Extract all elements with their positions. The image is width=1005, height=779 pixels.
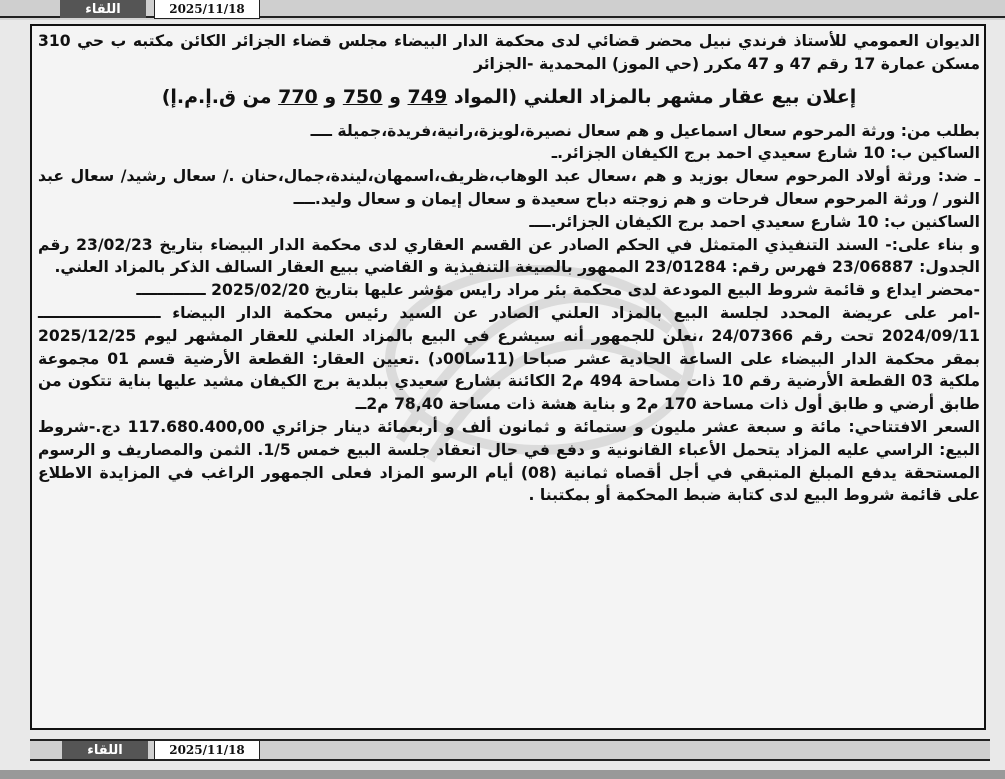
- footer-section-label: اللقاء: [62, 741, 148, 759]
- requested-by: بطلب من: ورثة المرحوم سعال اسماعيل و هم سعال نصيرة،لويزة،رانية،فريدة،جميلة ــــ: [310, 121, 980, 140]
- notice-body: [38, 30, 980, 728]
- title-suffix: من ق.إ.م.إ): [161, 85, 279, 108]
- bottom-edge: [0, 770, 1005, 779]
- court-order: -امر على عريضة المحدد لجلسة البيع بالمزاد العلني الصادر عن السيد رئيس محكمة الدار البيضاء ـــــــــــــــــــــــ 2024/09/11 تحت رقم 24/07366 ،نعلن للجمهور أنه سيشرع في البيع بالمزاد العلني للعقار المشهر ليوم 2025/12/25 بمقر محكمة الدار البيضاء على الساعة الحادية عشر صباحا (11سا00د) .تعيين العقار: القطعة الأرضية قسم 01 مجموعة ملكية 03 القطعة الأرضية رقم 10 ذات مساحة 494 م2 الكائنة بشارع سعيدي ببلدية برج الكيفان مشيد عليها بناية تتكون من طابق أرضي و طابق أول ذات مساحة 170 م2 و بناية هشة ذات مساحة 78,40 م2ــ: [38, 303, 980, 414]
- article-750: 750: [342, 85, 383, 108]
- header-date: 2025/11/18: [154, 0, 260, 19]
- title-prefix: إعلان بيع عقار مشهر بالمزاد العلني (المواد: [447, 85, 857, 108]
- footer-date: 2025/11/18: [154, 740, 260, 760]
- title-sep-1: و: [382, 85, 408, 108]
- article-770: 770: [278, 85, 318, 108]
- office-address: الديوان العمومي للأستاذ فرندي نبيل محضر قضائي لدى محكمة الدار البيضاء مجلس قضاء الجزائر الكائن مكتبه ب حي 310 مسكن عمارة 17 رقم 47 و 47 مكرر (حي الموز) المحمدية -الجزائر: [38, 32, 980, 73]
- residing-2: الساكنين ب: 10 شارع سعيدي احمد برج الكيفان الجزائر.ــــ: [529, 212, 980, 231]
- deposit-record: -محضر ايداع و قائمة شروط البيع المودعة لدى محكمة بئر مراد رايس مؤشر عليها بتاريخ 2025/02/20 ـــــــــــــ: [136, 281, 980, 300]
- article-749: 749: [407, 85, 448, 108]
- notice-title: [38, 84, 980, 110]
- based-on: و بناء على:- السند التنفيذي المتمثل في الحكم الصادر عن القسم العقاري لدى محكمة الدار البيضاء بتاريخ 23/02/23 رقم الجدول: 23/06887 فهرس رقم: 23/01284 الممهور بالصيغة التنفيذية و القاضي ببيع العقار السالف الذكر بالمزاد العلني.: [38, 235, 980, 277]
- title-sep-2: و: [317, 85, 343, 108]
- opening-price: السعر الافتتاحي: مائة و سبعة عشر مليون و ستمائة و ثمانون ألف و أربعمائة دينار جزائري 117.680.400,00 دج.-شروط البيع: الراسي عليه المزاد يتحمل الأعباء القانونية و دفع في حال انعقاد جلسة البيع خمس 1/5. الثمن والمصاريف و الرسوم المستحقة يدفع المبلغ المتبقي في أجل أقصاه ثمانية (08) أيام الرسو المزاد فعلى الجمهور الراغب في المزايدة الاطلاع على قائمة شروط البيع لدى كتابة ضبط المحكمة أو بمكتبنا .: [38, 417, 980, 505]
- residing-1: الساكين ب: 10 شارع سعيدي احمد برج الكيفان الجزائر.ـ: [551, 144, 980, 163]
- header-band: [0, 0, 1005, 18]
- header-section-label: اللقاء: [60, 0, 146, 18]
- against-parties: ـ ضد: ورثة أولاد المرحوم سعال بوزيد و هم ،سعال عبد الوهاب،ظريف،اسمهان،ليندة،جمال،حنان ./ سعال رشيد/ سعال عبد النور / ورثة المرحوم سعال فرحات و هم زوجته دباح سعيدة و سعال إيمان و سعال وليد.ــــ: [38, 167, 980, 208]
